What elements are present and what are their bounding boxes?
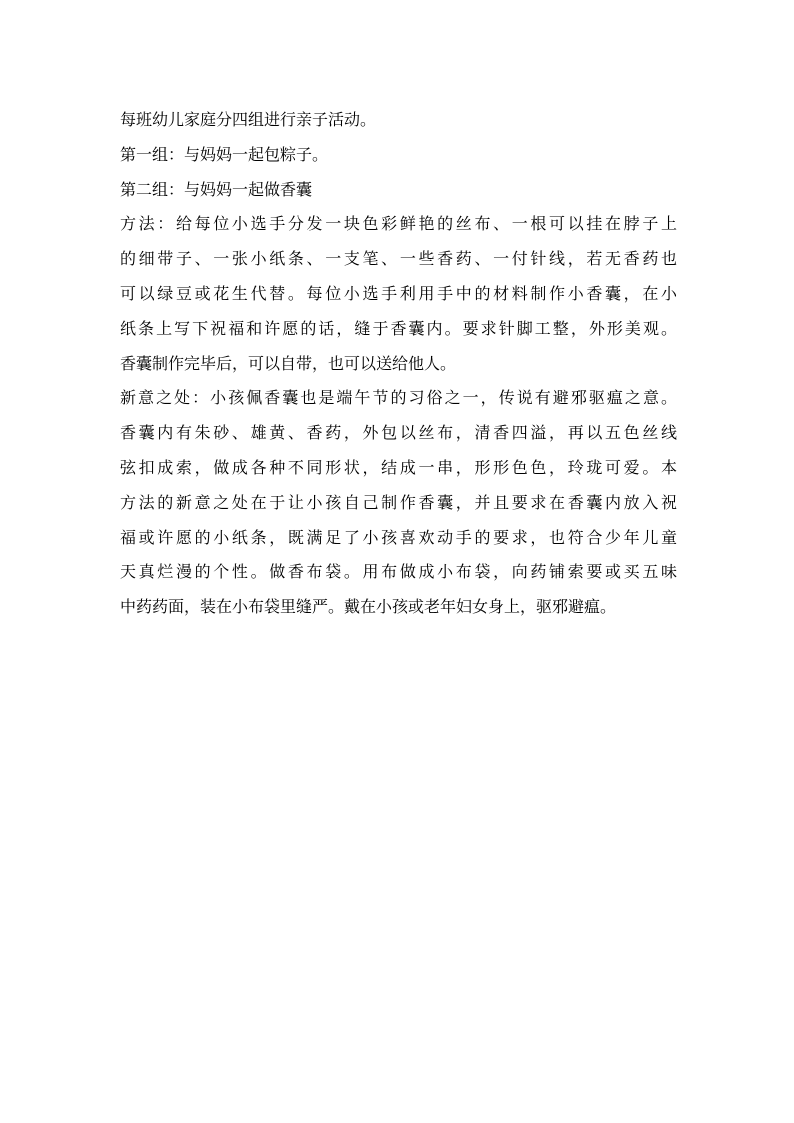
- text-line: 福或许愿的小纸条，既满足了小孩喜欢动手的要求，也符合少年儿童: [120, 527, 677, 547]
- paragraph-group-one: [120, 138, 677, 173]
- paragraph-novelty: [120, 381, 677, 625]
- text-line: 方法的新意之处在于让小孩自己制作香囊，并且要求在香囊内放入祝: [120, 492, 677, 512]
- text-line: 中药药面，装在小布袋里缝严。戴在小孩或老年妇女身上，驱邪避瘟。: [120, 597, 617, 617]
- text-line: 天真烂漫的个性。做香布袋。用布做成小布袋，向药铺索要或买五味: [120, 562, 677, 582]
- text-line: 可以绿豆或花生代替。每位小选手利用手中的材料制作小香囊，在小: [120, 283, 677, 303]
- text-line: 第二组：与妈妈一起做香囊: [120, 179, 313, 199]
- document-body: [120, 103, 677, 625]
- text-line: 香囊制作完毕后，可以自带，也可以送给他人。: [120, 353, 457, 373]
- text-line: 弦扣成索，做成各种不同形状，结成一串，形形色色，玲珑可爱。本: [120, 457, 677, 477]
- text-line: 新意之处：小孩佩香囊也是端午节的习俗之一，传说有避邪驱瘟之意。: [120, 388, 677, 408]
- text-line: 香囊内有朱砂、雄黄、香药，外包以丝布，清香四溢，再以五色丝线: [120, 423, 677, 443]
- paragraph-intro: [120, 103, 677, 138]
- text-line: 每班幼儿家庭分四组进行亲子活动。: [120, 110, 377, 129]
- text-line: 方法：给每位小选手分发一块色彩鲜艳的丝布、一根可以挂在脖子上: [120, 214, 677, 234]
- text-line: 的细带子、一张小纸条、一支笔、一些香药、一付针线，若无香药也: [120, 249, 677, 269]
- text-line: 第一组：与妈妈一起包粽子。: [120, 144, 329, 164]
- paragraph-method: [120, 207, 677, 381]
- paragraph-group-two: [120, 173, 677, 208]
- text-line: 纸条上写下祝福和许愿的话，缝于香囊内。要求针脚工整，外形美观。: [120, 318, 677, 338]
